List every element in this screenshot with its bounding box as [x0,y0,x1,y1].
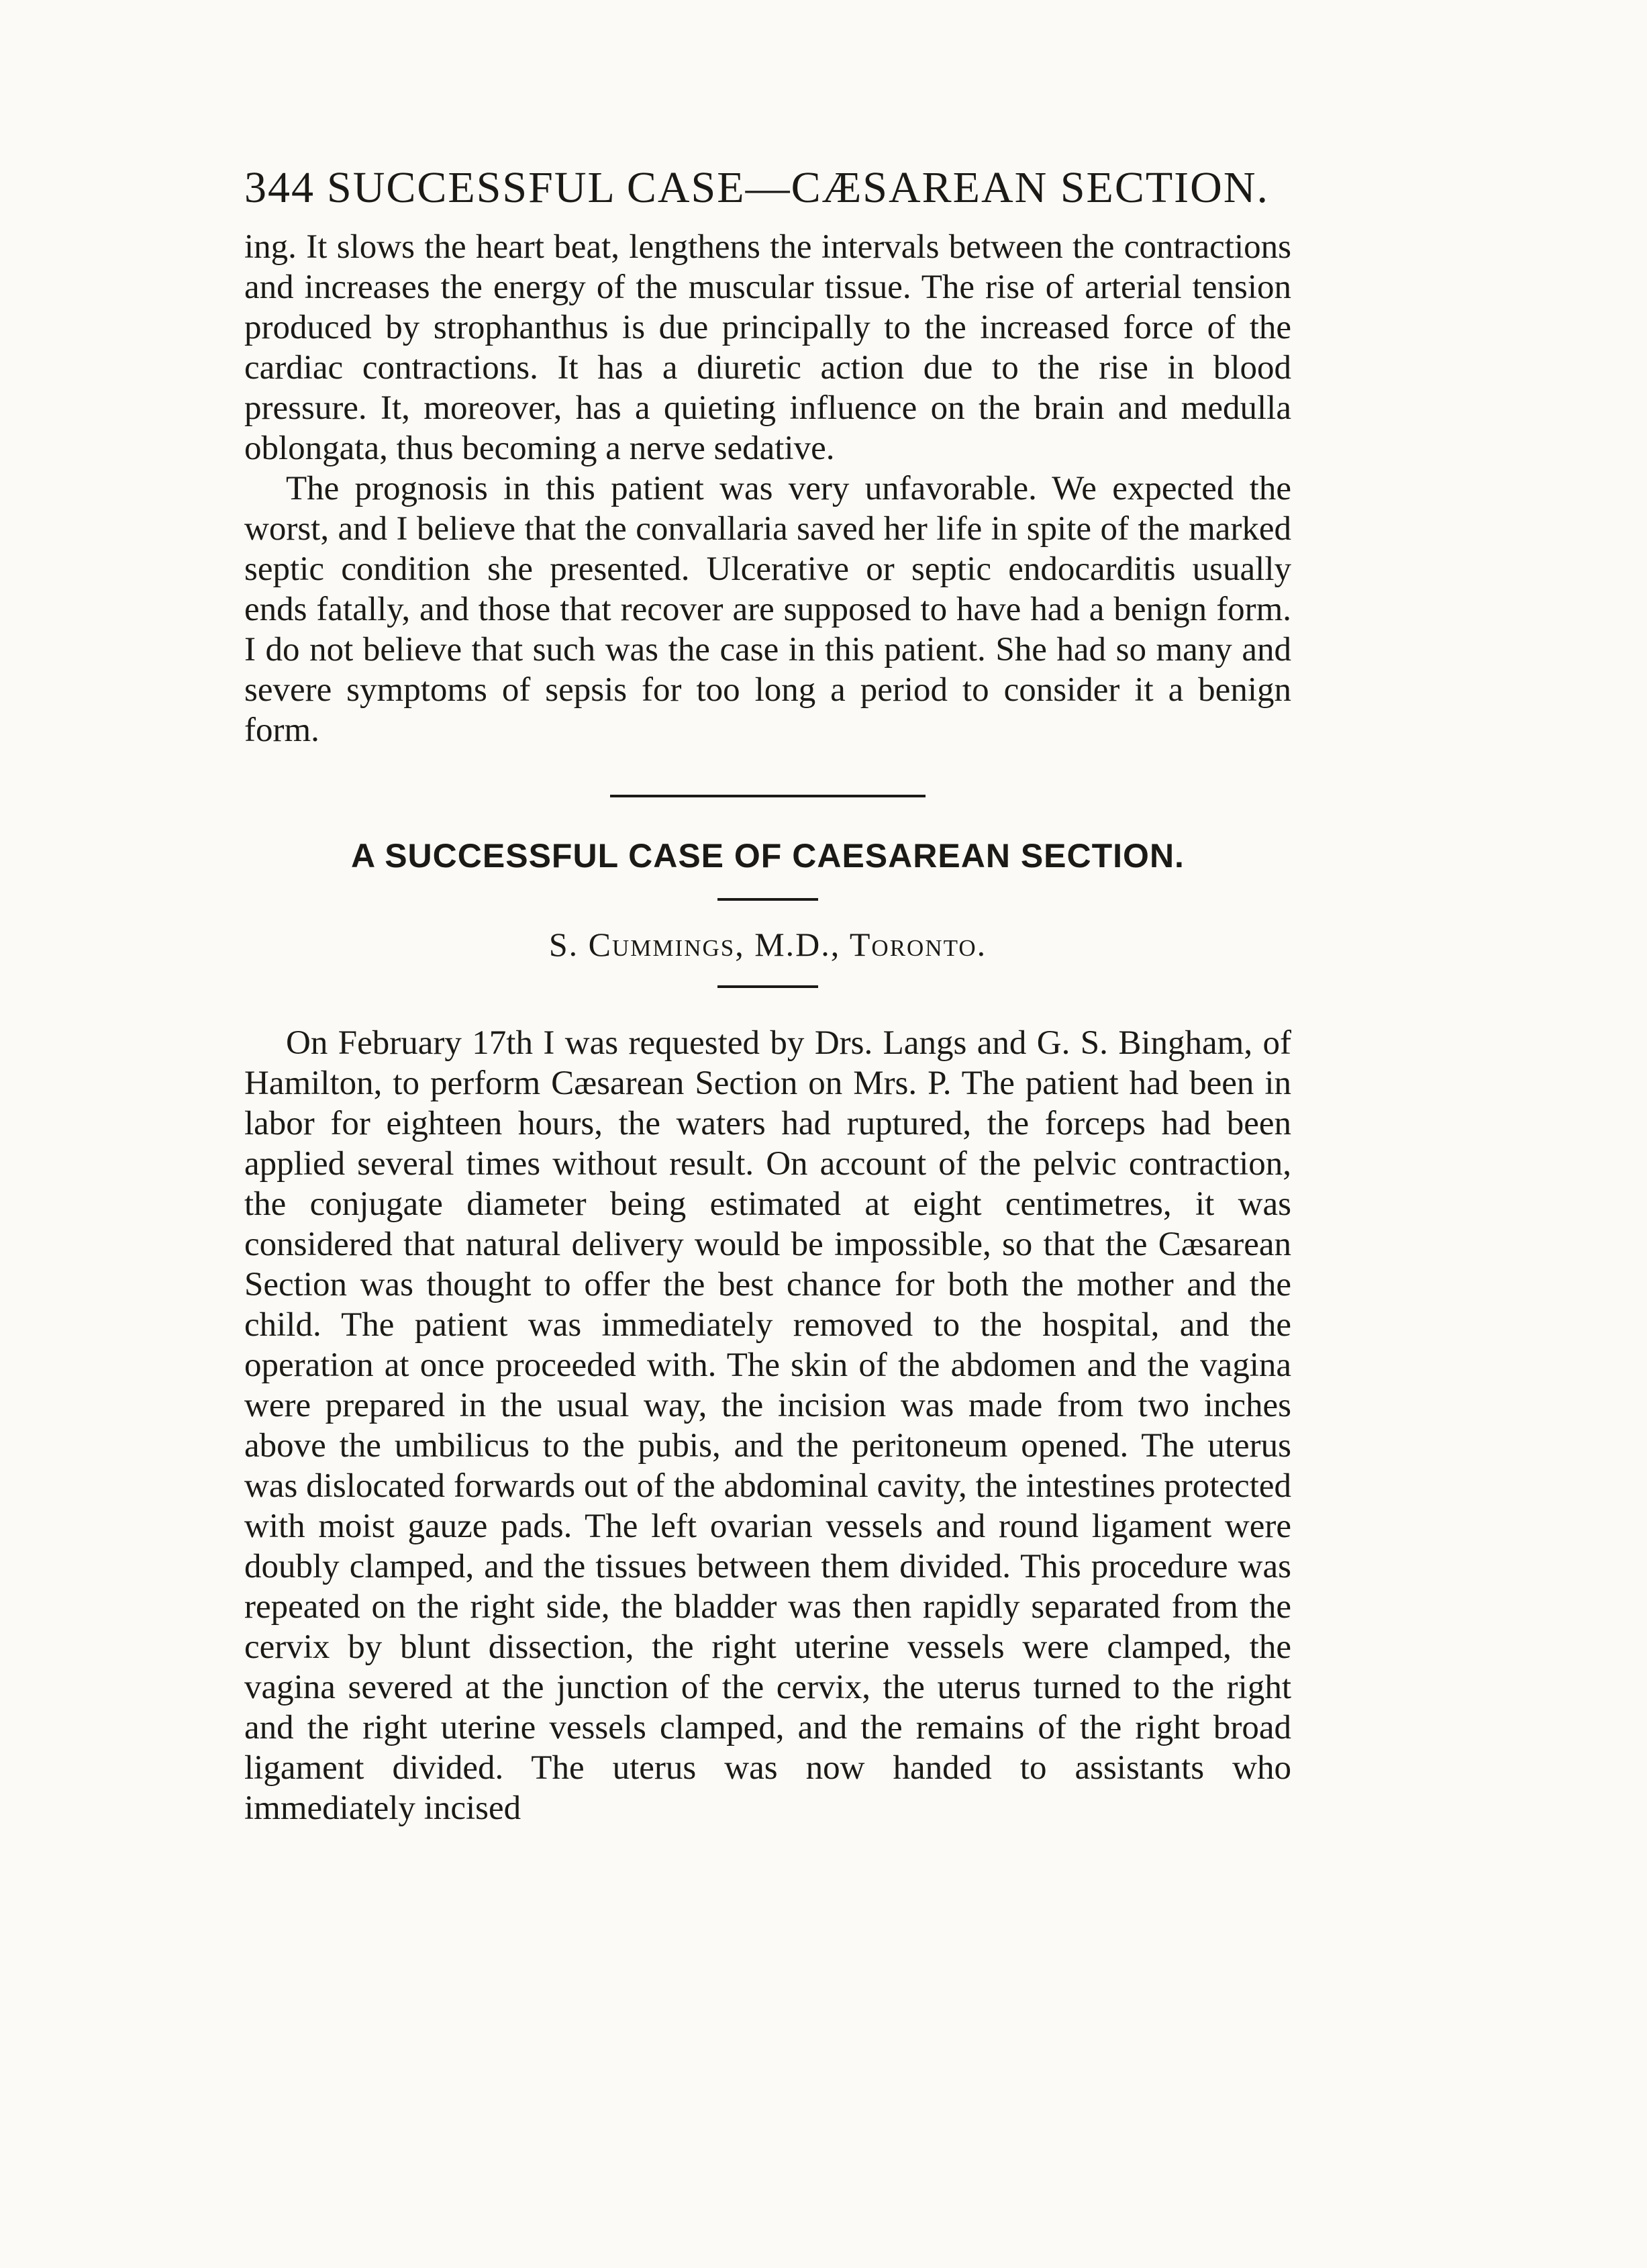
paragraph: ing. It slows the heart beat, lengthens the intervals between the contractions and increases the energy of the muscular tissue. The rise of arterial tension produced by strophanthus is due principally to the increased force of the cardiac contractions. It has a diuretic action due to the rise in blood pressure. It, moreover, has a quieting influence on the brain and medulla oblongata, thus becoming a nerve sedative. [244,228,1291,467]
section-divider [610,795,926,797]
article-body [244,1023,1291,1828]
book-page [244,161,1291,1828]
running-head-title: SUCCESSFUL CASE—CÆSAREAN SECTION. [327,163,1269,212]
article-title: A SUCCESSFUL CASE OF CAESAREAN SECTION. [351,837,1185,875]
byline-rule [717,985,818,988]
previous-article-continuation [244,227,1291,750]
page-number: 344 [244,163,315,212]
paragraph: The prognosis in this patient was very unfavorable. We expected the worst, and I believe that the convallaria saved her life in spite of the marked septic condition she presented. Ulcerative or septic endocarditis usually ends fatally, and those that recover are supposed to have had a benign form. I do not believe that such was the case in this patient. She had so many and severe symptoms of sepsis for too long a period to consider it a benign form. [244,470,1291,749]
paragraph: On February 17th I was requested by Drs. Langs and G. S. Bingham, of Hamilton, to perform Cæsarean Section on Mrs. P. The patient had been in labor for eighteen hours, the waters had ruptured, the forceps had been applied several times without result. On account of the pelvic contraction, the conjugate diameter being estimated at eight centimetres, it was considered that natural delivery would be impossible, so that the Cæsarean Section was thought to offer the best chance for both the mother and the child. The patient was immediately removed to the hospital, and the operation at once proceeded with. The skin of the abdomen and the vagina were prepared in the usual way, the incision was made from two inches above the umbilicus to the pubis, and the peritoneum opened. The uterus was dislocated forwards out of the abdominal cavity, the intestines protected with moist gauze pads. The left ovarian vessels and round ligament were doubly clamped, and the tissues between them divided. This procedure was repeated on the right side, the bladder was then rapidly separated from the cervix by blunt dissection, the right uterine vessels were clamped, the vagina severed at the junction of the cervix, the uterus turned to the right and the right uterine vessels clamped, and the remains of the right broad ligament divided. The uterus was now handed to assistants who immediately incised [244,1024,1291,1827]
author-byline [244,924,1291,965]
running-head [244,161,1291,215]
author-name: S. Cummings, M.D., Toronto. [548,926,987,963]
title-rule [717,898,818,901]
